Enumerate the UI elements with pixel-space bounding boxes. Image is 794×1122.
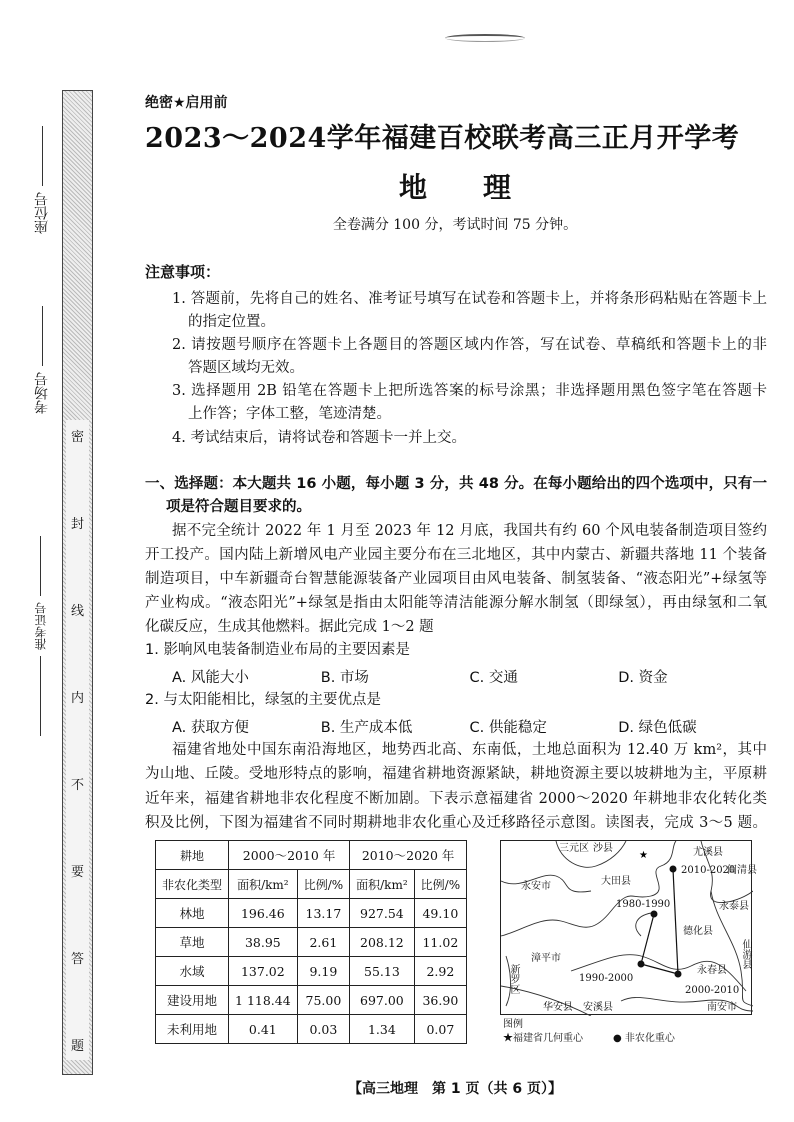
place-label: 闽清县 <box>727 865 757 876</box>
page-footer: 【高三地理 第 1 页（共 6 页）】 <box>348 1081 562 1097</box>
table-cell: 13.17 <box>297 899 349 928</box>
question-1-options <box>172 666 767 687</box>
note-line: 1. 答题前，先将自己的姓名、准考证号填写在试卷和答题卡上，并将条形码粘贴在答题卡上 <box>172 291 767 307</box>
passage-line: 据不完全统计 2022 年 1 月至 2023 年 12 月底，我国共有约 60 个风电装备制造项目签约 <box>172 523 767 539</box>
row-label: 水域 <box>156 957 229 986</box>
note-line: 4. 考试结束后，请将试卷和答题卡一并上交。 <box>172 430 466 446</box>
legend-title: 图例 <box>503 1019 523 1030</box>
table-cell: 208.12 <box>350 928 415 957</box>
legend-label: 非农化重心 <box>624 1033 675 1044</box>
seal-char: 线 <box>70 604 84 619</box>
option[interactable]: A. 获取方便 <box>172 720 249 736</box>
option[interactable]: C. 供能稳定 <box>469 720 547 736</box>
passage-line: 积及比例，下图为福建省不同时期耕地非农化重心及迁移路径示意图。读图表，完成 3～5 题。 <box>145 815 767 831</box>
room-label: 考场号 <box>34 372 50 414</box>
centroid-1990-2000 <box>638 961 645 968</box>
period-header: 2000～2010 年 <box>229 841 350 870</box>
section-heading: 一、选择题：本大题共 16 小题，每小题 3 分，共 48 分。在每小题给出的四个选项中，只有一 <box>145 476 767 492</box>
farmland-conversion-table <box>155 840 467 1044</box>
table-cell: 2.61 <box>297 928 349 957</box>
table-row <box>156 986 467 1015</box>
place-label: 漳平市 <box>531 953 561 964</box>
question-1-stem: 1. 影响风电装备制造业布局的主要因素是 <box>145 642 410 658</box>
seal-char: 要 <box>70 865 84 880</box>
dot-icon: ● <box>613 1033 625 1044</box>
passage-line: 为山地、丘陵。受地形特点的影响，福建省耕地资源紧缺，耕地资源主要以坡耕地为主，平原耕 <box>145 766 767 782</box>
place-label: 永泰县 <box>719 901 749 912</box>
table-cell: 38.95 <box>229 928 298 957</box>
period-label: 2000-2010 <box>685 985 740 996</box>
place-label: 永春县 <box>697 965 727 976</box>
sub-header: 面积/km² <box>350 870 415 899</box>
place-label: 新罗区 <box>508 964 519 994</box>
legend-label: 福建省几何重心 <box>513 1033 583 1044</box>
legend-item <box>503 1032 583 1046</box>
seal-char: 题 <box>70 1039 84 1054</box>
page-title: 2023～2024学年福建百校联考高三正月开学考 <box>145 123 740 154</box>
passage-line: 化碳反应，生成其他燃料。据此完成 1～2 题 <box>145 619 434 635</box>
table-cell: 11.02 <box>414 928 466 957</box>
legend-item <box>613 1032 675 1046</box>
table-row <box>156 957 467 986</box>
option[interactable]: B. 生产成本低 <box>320 720 413 736</box>
passage-line: 制造项目，中车新疆奇台智慧能源装备产业园项目由风电装备、制氢装备、“液态阳光”+绿氢等 <box>145 571 767 587</box>
row-label: 建设用地 <box>156 986 229 1015</box>
corner-header: 耕地 <box>156 841 229 870</box>
option[interactable]: D. 绿色低碳 <box>618 720 697 736</box>
option[interactable]: D. 资金 <box>618 670 668 686</box>
note-line: 3. 选择题用 2B 铅笔在答题卡上把所选答案的标号涂黑；非选择题用黑色签字笔在答题卡 <box>172 383 767 399</box>
table-cell: 9.19 <box>297 957 349 986</box>
table-row <box>156 899 467 928</box>
place-label: 华安县 <box>543 1002 573 1013</box>
table-cell: 1.34 <box>350 1015 415 1044</box>
passage-line: 福建省地处中国东南沿海地区，地势西北高、东南低，土地总面积为 12.40 万 km²，其中 <box>172 742 767 758</box>
passage-line: 近年来，福建省耕地非农化程度不断加剧。下表示意福建省 2000～2020 年耕地非农化转化类 <box>145 791 767 807</box>
place-label: 永安市 <box>521 881 551 892</box>
centroid-2010-2020 <box>670 866 677 873</box>
place-label: 安溪县 <box>583 1002 613 1013</box>
place-label: 大田县 <box>601 876 631 887</box>
centroid-2000-2010 <box>675 971 682 978</box>
sub-header: 面积/km² <box>229 870 298 899</box>
map-legend <box>503 1018 675 1046</box>
seal-char: 内 <box>70 691 84 706</box>
geometric-center-star-icon: ★ <box>639 850 648 861</box>
table-cell: 196.46 <box>229 899 298 928</box>
question-2-stem: 2. 与太阳能相比，绿氢的主要优点是 <box>145 692 381 708</box>
table-cell: 0.07 <box>414 1015 466 1044</box>
table-cell: 2.92 <box>414 957 466 986</box>
ticket-field <box>32 530 49 742</box>
place-label: 三元区 <box>559 843 589 854</box>
table-row <box>156 1015 467 1044</box>
sub-header: 比例/% <box>297 870 349 899</box>
passage-line: 开工投产。国内陆上新增风电产业园主要分布在三北地区，其中内蒙古、新疆共落地 11 个装备 <box>145 547 767 563</box>
migration-map <box>500 840 757 1015</box>
table-cell: 36.90 <box>414 986 466 1015</box>
table-cell: 55.13 <box>350 957 415 986</box>
seal-char: 密 <box>70 430 84 445</box>
table-cell: 697.00 <box>350 986 415 1015</box>
corner-header: 非农化类型 <box>156 870 229 899</box>
notes-heading: 注意事项： <box>145 263 221 281</box>
seal-char: 答 <box>70 952 84 967</box>
centroid-1980-1990 <box>651 911 658 918</box>
seat-label: 座位号 <box>34 192 50 234</box>
note-line: 上作答；字体工整，笔迹清楚。 <box>188 406 391 422</box>
table-cell: 137.02 <box>229 957 298 986</box>
table-cell: 1 118.44 <box>229 986 298 1015</box>
note-line: 的指定位置。 <box>188 314 275 330</box>
row-label: 林地 <box>156 899 229 928</box>
place-label: 尤溪县 <box>693 847 723 858</box>
room-field <box>32 300 52 414</box>
star-icon: ★ <box>503 1033 513 1044</box>
seal-line-notice <box>66 420 89 1060</box>
question-2-options <box>172 716 767 737</box>
period-header: 2010～2020 年 <box>350 841 467 870</box>
row-label: 未利用地 <box>156 1015 229 1044</box>
place-label: 德化县 <box>683 926 713 937</box>
table-cell: 0.41 <box>229 1015 298 1044</box>
period-label: 1990-2000 <box>579 973 634 984</box>
table-row <box>156 928 467 957</box>
period-label: 2010-2020 <box>681 865 736 876</box>
table-cell: 49.10 <box>414 899 466 928</box>
note-line: 2. 请按题号顺序在答题卡上各题目的答题区域内作答，写在试卷、草稿纸和答题卡上的非 <box>172 337 767 353</box>
ticket-label: 准考证号 <box>34 602 48 650</box>
place-label: 沙县 <box>593 843 613 854</box>
seal-char: 封 <box>70 517 84 532</box>
option[interactable]: A. 风能大小 <box>172 670 249 686</box>
place-label: 南安市 <box>707 1002 737 1013</box>
table-cell: 0.03 <box>297 1015 349 1044</box>
exam-info: 全卷满分 100 分，考试时间 75 分钟。 <box>332 217 578 233</box>
table-cell: 75.00 <box>297 986 349 1015</box>
secret-label: 绝密★启用前 <box>145 95 228 111</box>
row-label: 草地 <box>156 928 229 957</box>
header-ornament <box>445 34 525 42</box>
option[interactable]: B. 市场 <box>320 670 369 686</box>
period-label: 1980-1990 <box>616 899 671 910</box>
subject-title: 地 理 <box>398 171 511 204</box>
passage-line: 产业构成。“液态阳光”+绿氢是指由太阳能等清洁能源分解水制氢（即绿氢），再由绿氢和二氧 <box>145 595 767 611</box>
seal-char: 不 <box>70 778 84 793</box>
sub-header: 比例/% <box>414 870 466 899</box>
section-heading: 项是符合题目要求的。 <box>166 499 311 515</box>
option[interactable]: C. 交通 <box>469 670 518 686</box>
place-label: 仙游县 <box>740 939 751 969</box>
table-cell: 927.54 <box>350 899 415 928</box>
note-line: 答题区域均无效。 <box>188 360 304 376</box>
